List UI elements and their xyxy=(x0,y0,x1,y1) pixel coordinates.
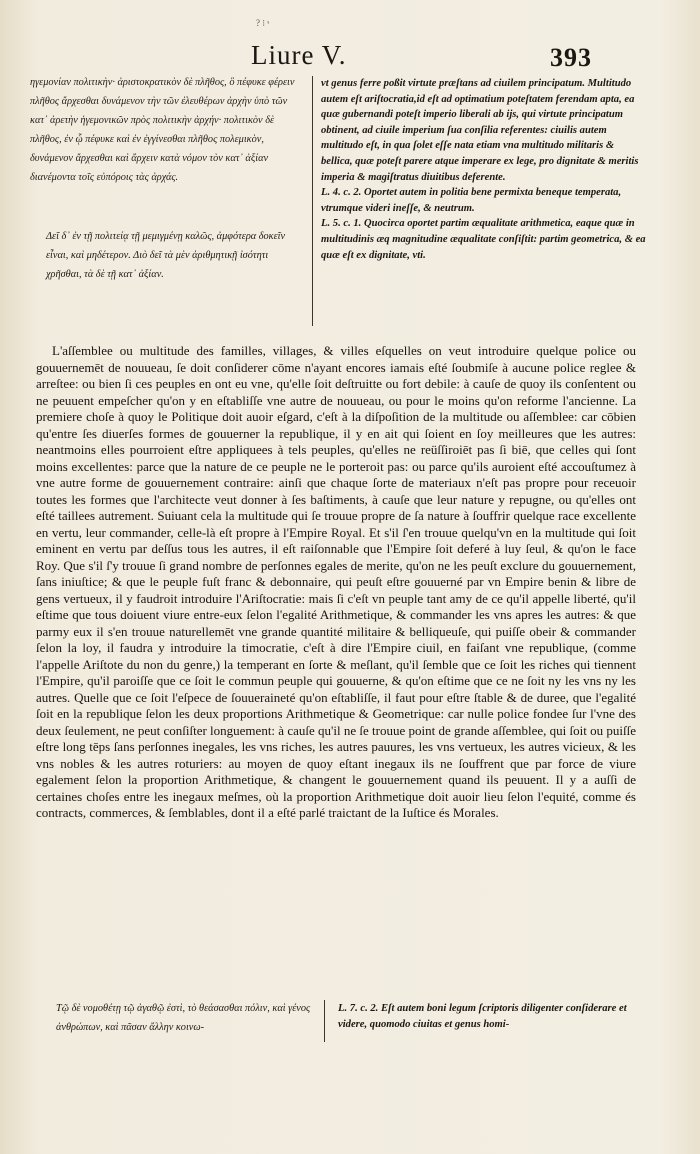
body-paragraph: L'aſſemblee ou multitude des familles, villages, & villes eſquelles on veut introduire quelque police ou gouuernemēt de nouueau, ſe doit conſiderer cōme n'ayant encores iamais eſté ſoubmiſe à aucune police reglee & arreſtee: ou bien ſi ces peuples en ont eu vne, qu'elle ſoit deſtruitte ou fort debile: à cauſe de quoy ils conſentent ou ne peuuent empeſcher qu'on y en eſtabliſſe vne autre de nouueau, ou pour le moins qu'on reforme l'ancienne. La premiere choſe à quoy le Politique doit auoir eſgard, c'eſt à la diſpoſition de la multitude ou aſſemblee: car cōbien qu'entre ſes diuerſes formes de gouuerner la republique, il y en ait qui ſoient en ſoy meilleures que les autres: neantmoins elles pourroient eſtre appliquees à tels peuples, qu'elles ne reüſſiroiēt pas ſi biē, que celles qui ſont moins excellentes: parce que la nature de ce peuple ne le porteroit pas: ou parce qu'ils auroient eſté accouſtumez à vne autre forme de gouuernement contraire: ainſi que chaque ſorte de materiaux n'eſt pas propre pour receuoir toutes les formes que l'architecte veut donner à ſes baſtiments, à cauſe que leur nature y repugne, ou qu'elles ont eſté taillees autrement. Suiuant cela la multitude qui ſe trouue propre de ſa nature à ſouffrir quelque race excellente en vertu, leur commander, celle-là eſt propre à l'Empire Royal. Et s'il ſ'en trouue quelqu'vn en la multitude qui ſoit eminent en vertu par deſſus tous les autres, il eſt raiſonnable que l'Empire ſoit deferé à luy ſeul, & qu'on le face Roy. Que s'il ſ'y trouue ſi grand nombre de perſonnes egales de merite, qu'on ne les peuſt exclure du gouuernement, ſans iniuſtice; & que le peuple fuſt franc & debonnaire, qui peuſt eſtre gouuerné par vn Empire benin & libre de gens vertueux, il y faudroit introduire l'Ariſtocratie: mais ſi c'eſt vn peuple tant amy de ce qu'il appelle liberté, qu'il eſtime que tous doiuent viure entre-eux ſelon l'egalité Arithmetique, & commander les vns apres les autres: & que parmy eux il s'en trouue naturellemēt vne grande quantité militaire & belliqueuſe, qui puiſſe obeir & commander ſelon la loy, il faudra y introduire la timocratie, c'eſt à dire l'Empire ciuil, en faiſant vne republique, (comme l'appelle Ariſtote du non du genre,) la temperant en ſorte & meſlant, qu'il ſemble que ce ſoit les riches qui tiennent l'Empire, qu'il paroiſſe que ce ſoit le commun peuple qui gouuerne, & qu'on eſtime que ce ne ſoit ny les vns ny les autres. Quelle que ce ſoit l'eſpece de ſouueraineté qu'on eſtabliſſe, il faut pour eſtre ſtable & de duree, que l'egalité ſoit en la republique ſelon les deux proportions Arithmetique & Geometrique: car nulle police fondee ſur l'vne des deux ſeulement, ne peut conſiſter longuement: à cauſe qu'il ne ſe trouue point de grande aſſemblee, qui ſoit ou puiſſe eſtre long tēps ſans perſonnes inegales, les vns riches, les autres pauures, les vns vertueux, les autres vicieux, & les vns nobles & les autres roturiers: au moyen de quoy eſtant inegaux ils ne ſouffrent que par force de viure egalement ſelon la proportion Arithmetique, & changent le gouuernement quand ils peuuent. Il y a auſſi de certaines choſes entre les inegaux meſmes, où la proportion Arithmetique doit auoir lieu ſelon l'equité, comme és contracts, commerces, & ſemblables, dont il a eſté parlé traictant de la Iuſtice és Morales. xyxy=(36,343,636,820)
greek-marginal-text-top: ηγεμονίαν πολιτικὴν· ἀριστοκρατικὸν δὲ πλῆθος, ὃ πέφυκε φέρειν πλῆθος ἄρχεσθαι δυνάμενον τὴν τῶν ἐλευθέρων ἀρχὴν ὑπὸ τῶν κατ᾽ ἀρετὴν ἡγεμονικῶν πρὸς πολιτικὴν ἀρχήν· πολιτικὸν δὲ πλῆθος, ἐν ᾧ πέφυκε καὶ ἐν ἐγγίνεσθαι πλῆθος πολεμικὸν, δυνάμενον ἄρχεσθαι καὶ ἄρχειν κατὰ νόμον τὸν κατ᾽ ἀξίαν διανέμοντα τοῖς εὐπόροις τὰς ἀρχάς. xyxy=(30,77,295,183)
page-number: 393 xyxy=(550,43,592,72)
latin-citation-l5: L. 5. c. 1. Quocirca oportet partim æqualitate arithmetica, eaque quæ in multitudinis æq magnitudine æqualitate conſiſtit: partim geometrica, & ea quæ eſt ex dignitate, vti. xyxy=(321,218,646,261)
greek-quotation: Δεῖ δ᾽ ἐν τῇ πολιτείᾳ τῇ μεμιγμένῃ καλῶς, ἀμφότερα δοκεῖν εἶναι, καὶ μηδέτερον. Διὸ δεῖ τὰ μὲν ἀριθμητικῇ ἰσότητι χρῆσθαι, τὰ δὲ τῇ κατ᾽ ἀξίαν. xyxy=(46,231,286,280)
column-divider-bottom xyxy=(324,1000,325,1042)
latin-marginal-text-top xyxy=(321,76,647,263)
latin-paragraph: vt genus ferre poßit virtute præſtans ad ciuilem principatum. Multitudo autem eſt ariſtocratia,id eſt ad optimatium poteſtatem ferendam apta, ea quæ gubernandi poteſt imperio liberali ab ijs, qui virtute principatum obtinent, ad ciuile imperium ſua conſilia referentes: ciuilis autem multitudo eſt, in qua ſolet eſſe nata etiam vna multitudo militaris & bellica, quæ poteſt parere atque imperare ex lege, pro dignitate & meritis imperia & magiſtratus diuitibus deferente. xyxy=(321,78,639,183)
column-divider-top xyxy=(312,76,313,326)
latin-citation-l4: L. 4. c. 2. Oportet autem in politia bene permixta beneque temperata, vtrumque videri ineſſe, & neutrum. xyxy=(321,187,622,214)
running-head-title: Liure V. xyxy=(251,40,347,70)
main-body-text xyxy=(36,343,636,822)
greek-marginal-text-bottom: Τῷ δὲ νομοθέτῃ τῷ ἀγαθῷ ἐστὶ, τὸ θεάσασθαι πόλιν, καὶ γένος ἀνθρώπων, καὶ πᾶσαν ἄλλην κοινω- xyxy=(56,1003,311,1033)
latin-citation-l7: L. 7. c. 2. Eſt autem boni legum ſcriptoris diligenter conſiderare et videre, quomodo ciuitas et genus homi- xyxy=(338,1003,627,1030)
signature-marks: ? ⁝ ˢ xyxy=(256,18,270,28)
